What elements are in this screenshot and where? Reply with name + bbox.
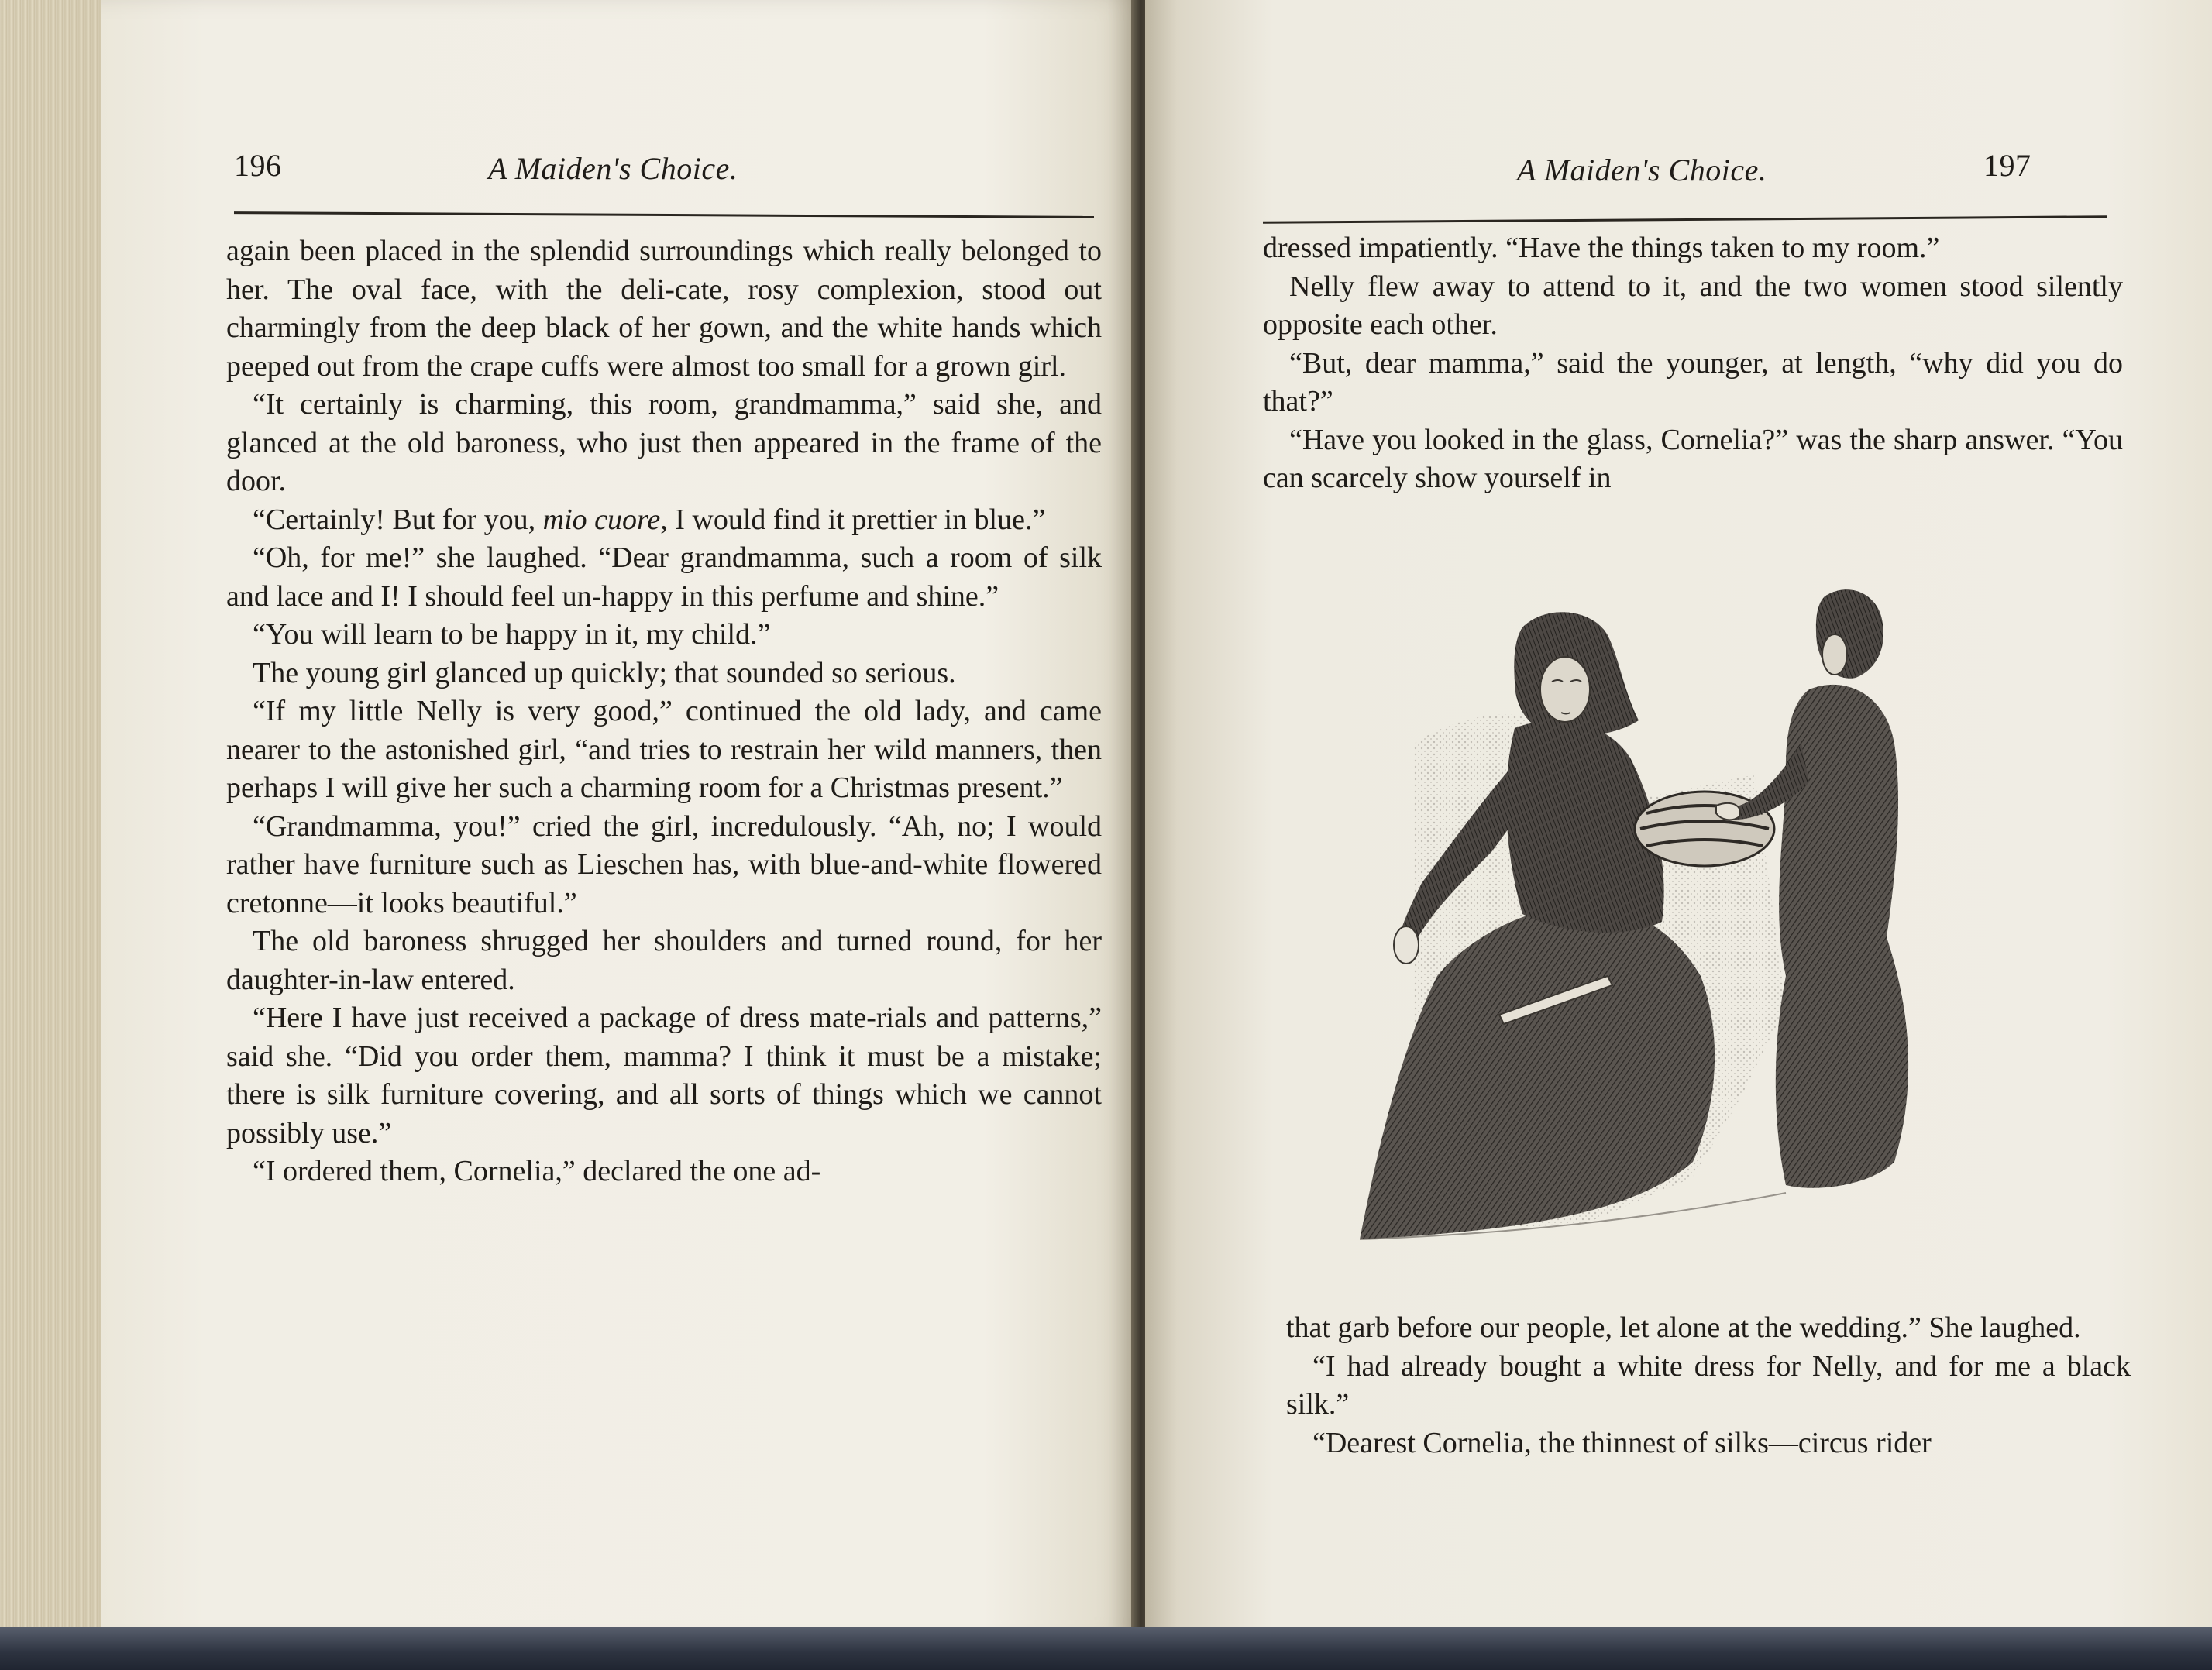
left-page [101, 0, 1139, 1638]
page-edges [0, 0, 110, 1646]
paragraph: that garb before our people, let alone at the wedding.” She laughed. [1286, 1311, 2081, 1344]
paragraph: “But, dear mamma,” said the younger, at length, “why did you do that?” [1263, 346, 2123, 418]
paragraph: The young girl glanced up quickly; that sounded so serious. [253, 656, 956, 689]
paragraph: “Certainly! But for you, mio cuore, I would find it prettier in blue.” [253, 503, 1046, 536]
paragraph: “It certainly is charming, this room, grandmamma,” said she, and glanced at the old baroness, who just then appeared in the frame of the door. [226, 388, 1102, 497]
right-running-title: A Maiden's Choice. [1517, 153, 1767, 187]
left-page-number: 196 [234, 148, 282, 183]
paragraph: again been placed in the splendid surroundings which really belonged to her. The oval face, with the deli-cate, rosy complexion, stood out charmingly from the deep black of her gown, and the white hands which peeped out from the crape cuffs were almost too small for a grown girl. [226, 235, 1102, 383]
paragraph: “I had already bought a white dress for Nelly, and for me a black silk.” [1286, 1349, 2131, 1421]
standing-woman-face [1822, 634, 1847, 675]
right-body-text-top [1263, 229, 2123, 498]
right-header-rule [1263, 215, 2107, 224]
paragraph: “Grandmamma, you!” cried the girl, incredulously. “Ah, no; I would rather have furniture such as Lieschen has, with blue-and-white flowered cretonne—it looks beautiful.” [226, 809, 1102, 919]
paragraph: The old baroness shrugged her shoulders and turned round, for her daughter-in-law entered. [226, 925, 1102, 996]
right-page-number: 197 [1983, 148, 2031, 183]
seated-woman-face [1540, 657, 1590, 722]
paragraph: “Have you looked in the glass, Cornelia?” was the sharp answer. “You can scarcely show yourself in [1263, 423, 2123, 494]
italic-phrase: mio cuore [542, 503, 661, 536]
left-header-rule [234, 211, 1094, 218]
paragraph: “Here I have just received a package of dress mate-rials and patterns,” said she. “Did you order them, mamma? I think it must be a mistake; there is silk furniture covering, and all sorts of things which we cannot possibly use.” [226, 1002, 1102, 1149]
illustration [1352, 573, 1987, 1270]
paragraph: “You will learn to be happy in it, my child.” [253, 618, 771, 651]
bottom-shadow [0, 1627, 2212, 1670]
paragraph: “Dearest Cornelia, the thinnest of silks—circus rider [1312, 1426, 1932, 1459]
standing-woman-hand [1716, 803, 1740, 820]
paragraph: “If my little Nelly is very good,” continued the old lady, and came nearer to the astonished girl, “and tries to restrain her wild manners, then perhaps I will give her such a charming room for a Christmas present.” [226, 695, 1102, 804]
left-body-text [226, 232, 1102, 1191]
paragraph: Nelly flew away to attend to it, and the two women stood silently opposite each other. [1263, 270, 2123, 341]
seated-woman-hand [1394, 926, 1419, 964]
paragraph: “I ordered them, Cornelia,” declared the one ad- [253, 1155, 821, 1187]
left-running-title: A Maiden's Choice. [488, 151, 738, 186]
paragraph: “Oh, for me!” she laughed. “Dear grandmamma, such a room of silk and lace and I! I should feel un-happy in this perfume and shine.” [226, 541, 1102, 613]
paragraph: dressed impatiently. “Have the things taken to my room.” [1263, 232, 1940, 264]
right-body-text-bottom [1286, 1309, 2131, 1462]
